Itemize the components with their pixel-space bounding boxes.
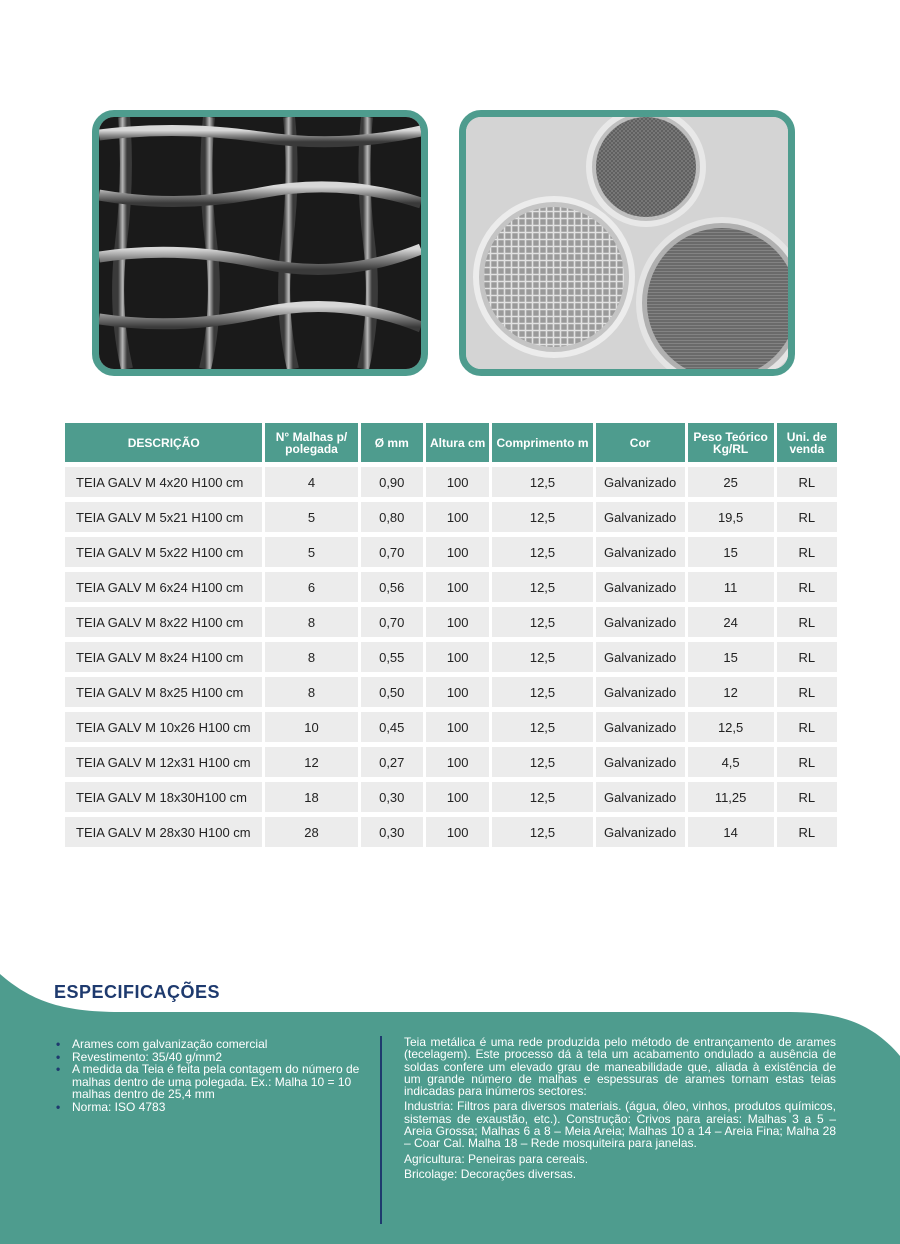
table-row [65, 607, 837, 637]
cell-color: Galvanizado [596, 712, 685, 742]
cell-weight: 4,5 [688, 747, 774, 777]
cell-height: 100 [426, 817, 489, 847]
cell-description: TEIA GALV M 4x20 H100 cm [65, 467, 262, 497]
product-description [404, 1036, 836, 1183]
cell-mesh-count: 5 [265, 502, 357, 532]
cell-sale-unit: RL [777, 537, 837, 567]
product-spec-table [62, 418, 840, 852]
cell-sale-unit: RL [777, 502, 837, 532]
cell-sale-unit: RL [777, 712, 837, 742]
cell-diameter: 0,90 [361, 467, 423, 497]
column-divider [380, 1036, 382, 1224]
bullet-dot-icon: • [56, 1037, 61, 1051]
cell-length: 12,5 [492, 712, 592, 742]
cell-mesh-count: 8 [265, 642, 357, 672]
cell-length: 12,5 [492, 607, 592, 637]
cell-color: Galvanizado [596, 817, 685, 847]
cell-weight: 11 [688, 572, 774, 602]
description-paragraph: Bricolage: Decorações diversas. [404, 1166, 577, 1181]
table-row [65, 817, 837, 847]
woven-wire-mesh-photo [92, 110, 428, 376]
cell-length: 12,5 [492, 677, 592, 707]
cell-mesh-count: 18 [265, 782, 357, 812]
column-header-description: DESCRIÇÃO [65, 423, 262, 462]
cell-sale-unit: RL [777, 817, 837, 847]
cell-description: TEIA GALV M 5x22 H100 cm [65, 537, 262, 567]
cell-description: TEIA GALV M 12x31 H100 cm [65, 747, 262, 777]
cell-weight: 24 [688, 607, 774, 637]
description-paragraph: Teia metálica é uma rede produzida pelo método de entrançamento de arames (tecelagem). Este processo dá à tela um acabamento ondulado a ausência de soldas confere um elevado grau de maneabilidade que, aliada à existência de um grande número de malhas e espessuras de arames tornam estas teias indicadas para inúmeros sectores: [404, 1035, 836, 1099]
cell-length: 12,5 [492, 782, 592, 812]
column-header-mesh-count: N° Malhas p/ polegada [265, 423, 357, 462]
cell-sale-unit: RL [777, 747, 837, 777]
table-row [65, 642, 837, 672]
cell-color: Galvanizado [596, 642, 685, 672]
table-row [65, 537, 837, 567]
cell-description: TEIA GALV M 8x25 H100 cm [65, 677, 262, 707]
cell-diameter: 0,55 [361, 642, 423, 672]
cell-weight: 12 [688, 677, 774, 707]
cell-diameter: 0,27 [361, 747, 423, 777]
cell-sale-unit: RL [777, 607, 837, 637]
cell-color: Galvanizado [596, 537, 685, 567]
specifications-bullet-list [56, 1038, 366, 1113]
cell-height: 100 [426, 467, 489, 497]
cell-mesh-count: 10 [265, 712, 357, 742]
cell-mesh-count: 8 [265, 677, 357, 707]
cell-sale-unit: RL [777, 677, 837, 707]
column-header-weight: Peso Teórico Kg/RL [688, 423, 774, 462]
cell-mesh-count: 8 [265, 607, 357, 637]
cell-length: 12,5 [492, 817, 592, 847]
cell-description: TEIA GALV M 6x24 H100 cm [65, 572, 262, 602]
cell-diameter: 0,30 [361, 782, 423, 812]
cell-length: 12,5 [492, 467, 592, 497]
table-header-row [65, 423, 837, 462]
cell-height: 100 [426, 607, 489, 637]
cell-mesh-count: 12 [265, 747, 357, 777]
bullet-dot-icon: • [56, 1099, 61, 1114]
cell-description: TEIA GALV M 10x26 H100 cm [65, 712, 262, 742]
cell-diameter: 0,80 [361, 502, 423, 532]
cell-mesh-count: 4 [265, 467, 357, 497]
cell-color: Galvanizado [596, 677, 685, 707]
cell-diameter: 0,70 [361, 607, 423, 637]
cell-length: 12,5 [492, 537, 592, 567]
cell-weight: 15 [688, 642, 774, 672]
table-body [65, 467, 837, 847]
column-header-diameter: Ø mm [361, 423, 423, 462]
cell-height: 100 [426, 782, 489, 812]
mesh-filter-discs-photo [459, 110, 795, 376]
bullet-text: A medida da Teia é feita pela contagem do número de malhas dentro de uma polegada. Ex.: Malha 10 = 10 malhas dentro de 25,4 mm [72, 1062, 360, 1101]
cell-diameter: 0,30 [361, 817, 423, 847]
cell-description: TEIA GALV M 18x30H100 cm [65, 782, 262, 812]
bullet-dot-icon: • [56, 1062, 61, 1076]
cell-color: Galvanizado [596, 782, 685, 812]
cell-height: 100 [426, 502, 489, 532]
cell-diameter: 0,45 [361, 712, 423, 742]
cell-sale-unit: RL [777, 467, 837, 497]
cell-height: 100 [426, 572, 489, 602]
cell-length: 12,5 [492, 642, 592, 672]
table-row [65, 572, 837, 602]
description-paragraph: Agricultura: Peneiras para cereais. [404, 1151, 589, 1166]
cell-weight: 11,25 [688, 782, 774, 812]
cell-length: 12,5 [492, 502, 592, 532]
cell-color: Galvanizado [596, 467, 685, 497]
column-header-sale-unit: Uni. de venda [777, 423, 837, 462]
cell-sale-unit: RL [777, 572, 837, 602]
cell-description: TEIA GALV M 5x21 H100 cm [65, 502, 262, 532]
cell-diameter: 0,56 [361, 572, 423, 602]
table-row [65, 677, 837, 707]
specifications-title: ESPECIFICAÇÕES [54, 982, 221, 1002]
cell-sale-unit: RL [777, 782, 837, 812]
cell-weight: 14 [688, 817, 774, 847]
cell-color: Galvanizado [596, 572, 685, 602]
table-row [65, 782, 837, 812]
cell-length: 12,5 [492, 747, 592, 777]
cell-weight: 19,5 [688, 502, 774, 532]
cell-color: Galvanizado [596, 502, 685, 532]
bullet-text: Revestimento: 35/40 g/mm2 [72, 1049, 223, 1064]
cell-description: TEIA GALV M 8x24 H100 cm [65, 642, 262, 672]
cell-diameter: 0,70 [361, 537, 423, 567]
cell-color: Galvanizado [596, 747, 685, 777]
column-header-color: Cor [596, 423, 685, 462]
cell-mesh-count: 5 [265, 537, 357, 567]
table-row [65, 467, 837, 497]
column-header-length: Comprimento m [492, 423, 592, 462]
cell-mesh-count: 6 [265, 572, 357, 602]
cell-height: 100 [426, 712, 489, 742]
list-item [56, 1101, 366, 1114]
cell-height: 100 [426, 642, 489, 672]
cell-description: TEIA GALV M 8x22 H100 cm [65, 607, 262, 637]
cell-color: Galvanizado [596, 607, 685, 637]
cell-weight: 12,5 [688, 712, 774, 742]
cell-diameter: 0,50 [361, 677, 423, 707]
bullet-text: Arames com galvanização comercial [72, 1037, 268, 1051]
cell-weight: 15 [688, 537, 774, 567]
table-row [65, 502, 837, 532]
cell-height: 100 [426, 677, 489, 707]
cell-height: 100 [426, 537, 489, 567]
cell-mesh-count: 28 [265, 817, 357, 847]
column-header-height: Altura cm [426, 423, 489, 462]
bullet-text: Norma: ISO 4783 [72, 1099, 166, 1114]
table-row [65, 712, 837, 742]
cell-height: 100 [426, 747, 489, 777]
cell-description: TEIA GALV M 28x30 H100 cm [65, 817, 262, 847]
description-paragraph: Industria: Filtros para diversos materiais. (água, óleo, vinhos, produtos químicos, sistemas de exaustão, etc.). Construção: Crivos para areias: Malhas 3 a 5 – Areia Grossa; Malhas 6 a 8 – Meia Areia; Malhas 10 a 14 – Areia Fina; Malha 28 – Coar Cal. Malha 18 – Rede mosquiteira para janelas. [404, 1099, 836, 1151]
cell-sale-unit: RL [777, 642, 837, 672]
cell-length: 12,5 [492, 572, 592, 602]
bullet-dot-icon: • [56, 1049, 61, 1064]
list-item [56, 1063, 366, 1101]
table-row [65, 747, 837, 777]
cell-weight: 25 [688, 467, 774, 497]
